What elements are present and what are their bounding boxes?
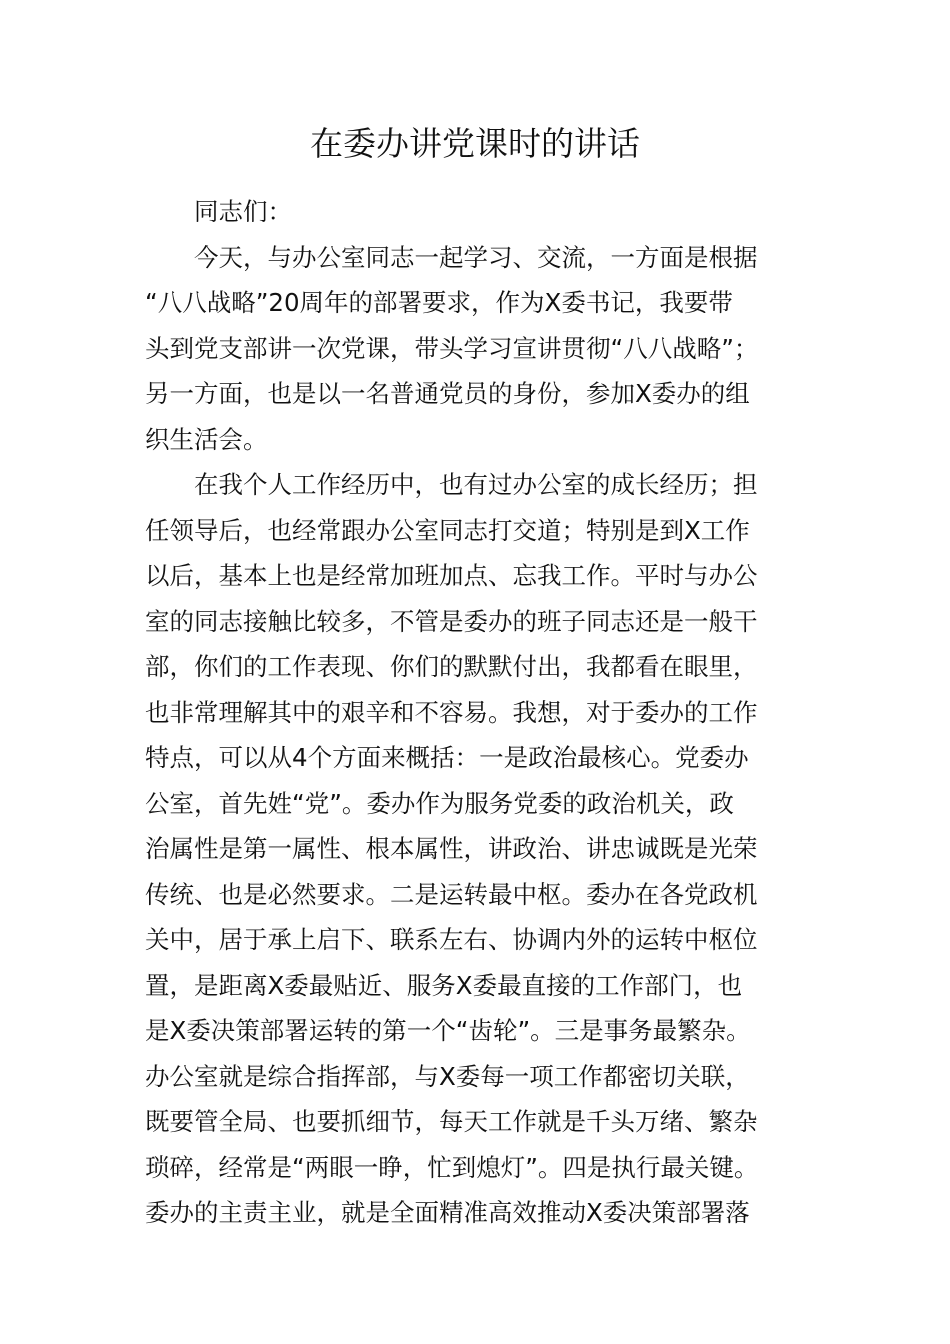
text-line: 头到党支部讲一次党课，带头学习宣讲贯彻“八八战略”； — [145, 333, 759, 363]
text-line: 既要管全局、也要抓细节，每天工作就是千头万绪、繁杂 — [145, 1107, 758, 1136]
text-line: 委办的主责主业，就是全面精准高效推动X委决策部署落 — [145, 1198, 750, 1227]
text-line: 置，是距离X委最贴近、服务X委最直接的工作部门，也 — [145, 970, 743, 1000]
text-line: 室的同志接触比较多，不管是委办的班子同志还是一般干 — [145, 606, 758, 636]
text-line: 同志们： — [194, 197, 292, 226]
text-line: 琐碎，经常是“两眼一睁，忙到熄灯”。四是执行最关键。 — [145, 1152, 759, 1182]
text-line: 传统、也是必然要求。二是运转最中枢。委办在各党政机 — [145, 879, 758, 909]
text-line: 也非常理解其中的艰辛和不容易。我想，对于委办的工作 — [145, 697, 758, 727]
text-line: 治属性是第一属性、根本属性，讲政治、讲忠诚既是光荣 — [145, 834, 758, 863]
document-body — [145, 189, 805, 1236]
text-line: 特点，可以从4个方面来概括：一是政治最核心。党委办 — [145, 743, 749, 772]
text-line: 是X委决策部署运转的第一个“齿轮”。三是事务最繁杂。 — [145, 1016, 751, 1045]
text-line: 关中，居于承上启下、联系左右、协调内外的运转中枢位 — [145, 925, 758, 954]
text-line: 公室，首先姓“党”。委办作为服务党委的政治机关，政 — [145, 788, 734, 818]
text-line: 织生活会。 — [145, 424, 268, 454]
text-line: 今天，与办公室同志一起学习、交流，一方面是根据 — [194, 242, 758, 272]
text-line: 部，你们的工作表现、你们的默默付出，我都看在眼里， — [145, 652, 758, 681]
text-line: 办公室就是综合指挥部，与X委每一项工作都密切关联， — [145, 1061, 750, 1091]
text-line: 以后，基本上也是经常加班加点、忘我工作。平时与办公 — [145, 561, 758, 590]
text-line: 另一方面，也是以一名普通党员的身份，参加X委办的组 — [145, 379, 750, 408]
text-line: 任领导后，也经常跟办公室同志打交道；特别是到X工作 — [145, 515, 750, 545]
document-title: 在委办讲党课时的讲话 — [310, 124, 640, 163]
text-line: 在我个人工作经历中，也有过办公室的成长经历；担 — [194, 470, 758, 499]
text-line: “八八战略”20周年的部署要求，作为X委书记，我要带 — [145, 288, 733, 317]
